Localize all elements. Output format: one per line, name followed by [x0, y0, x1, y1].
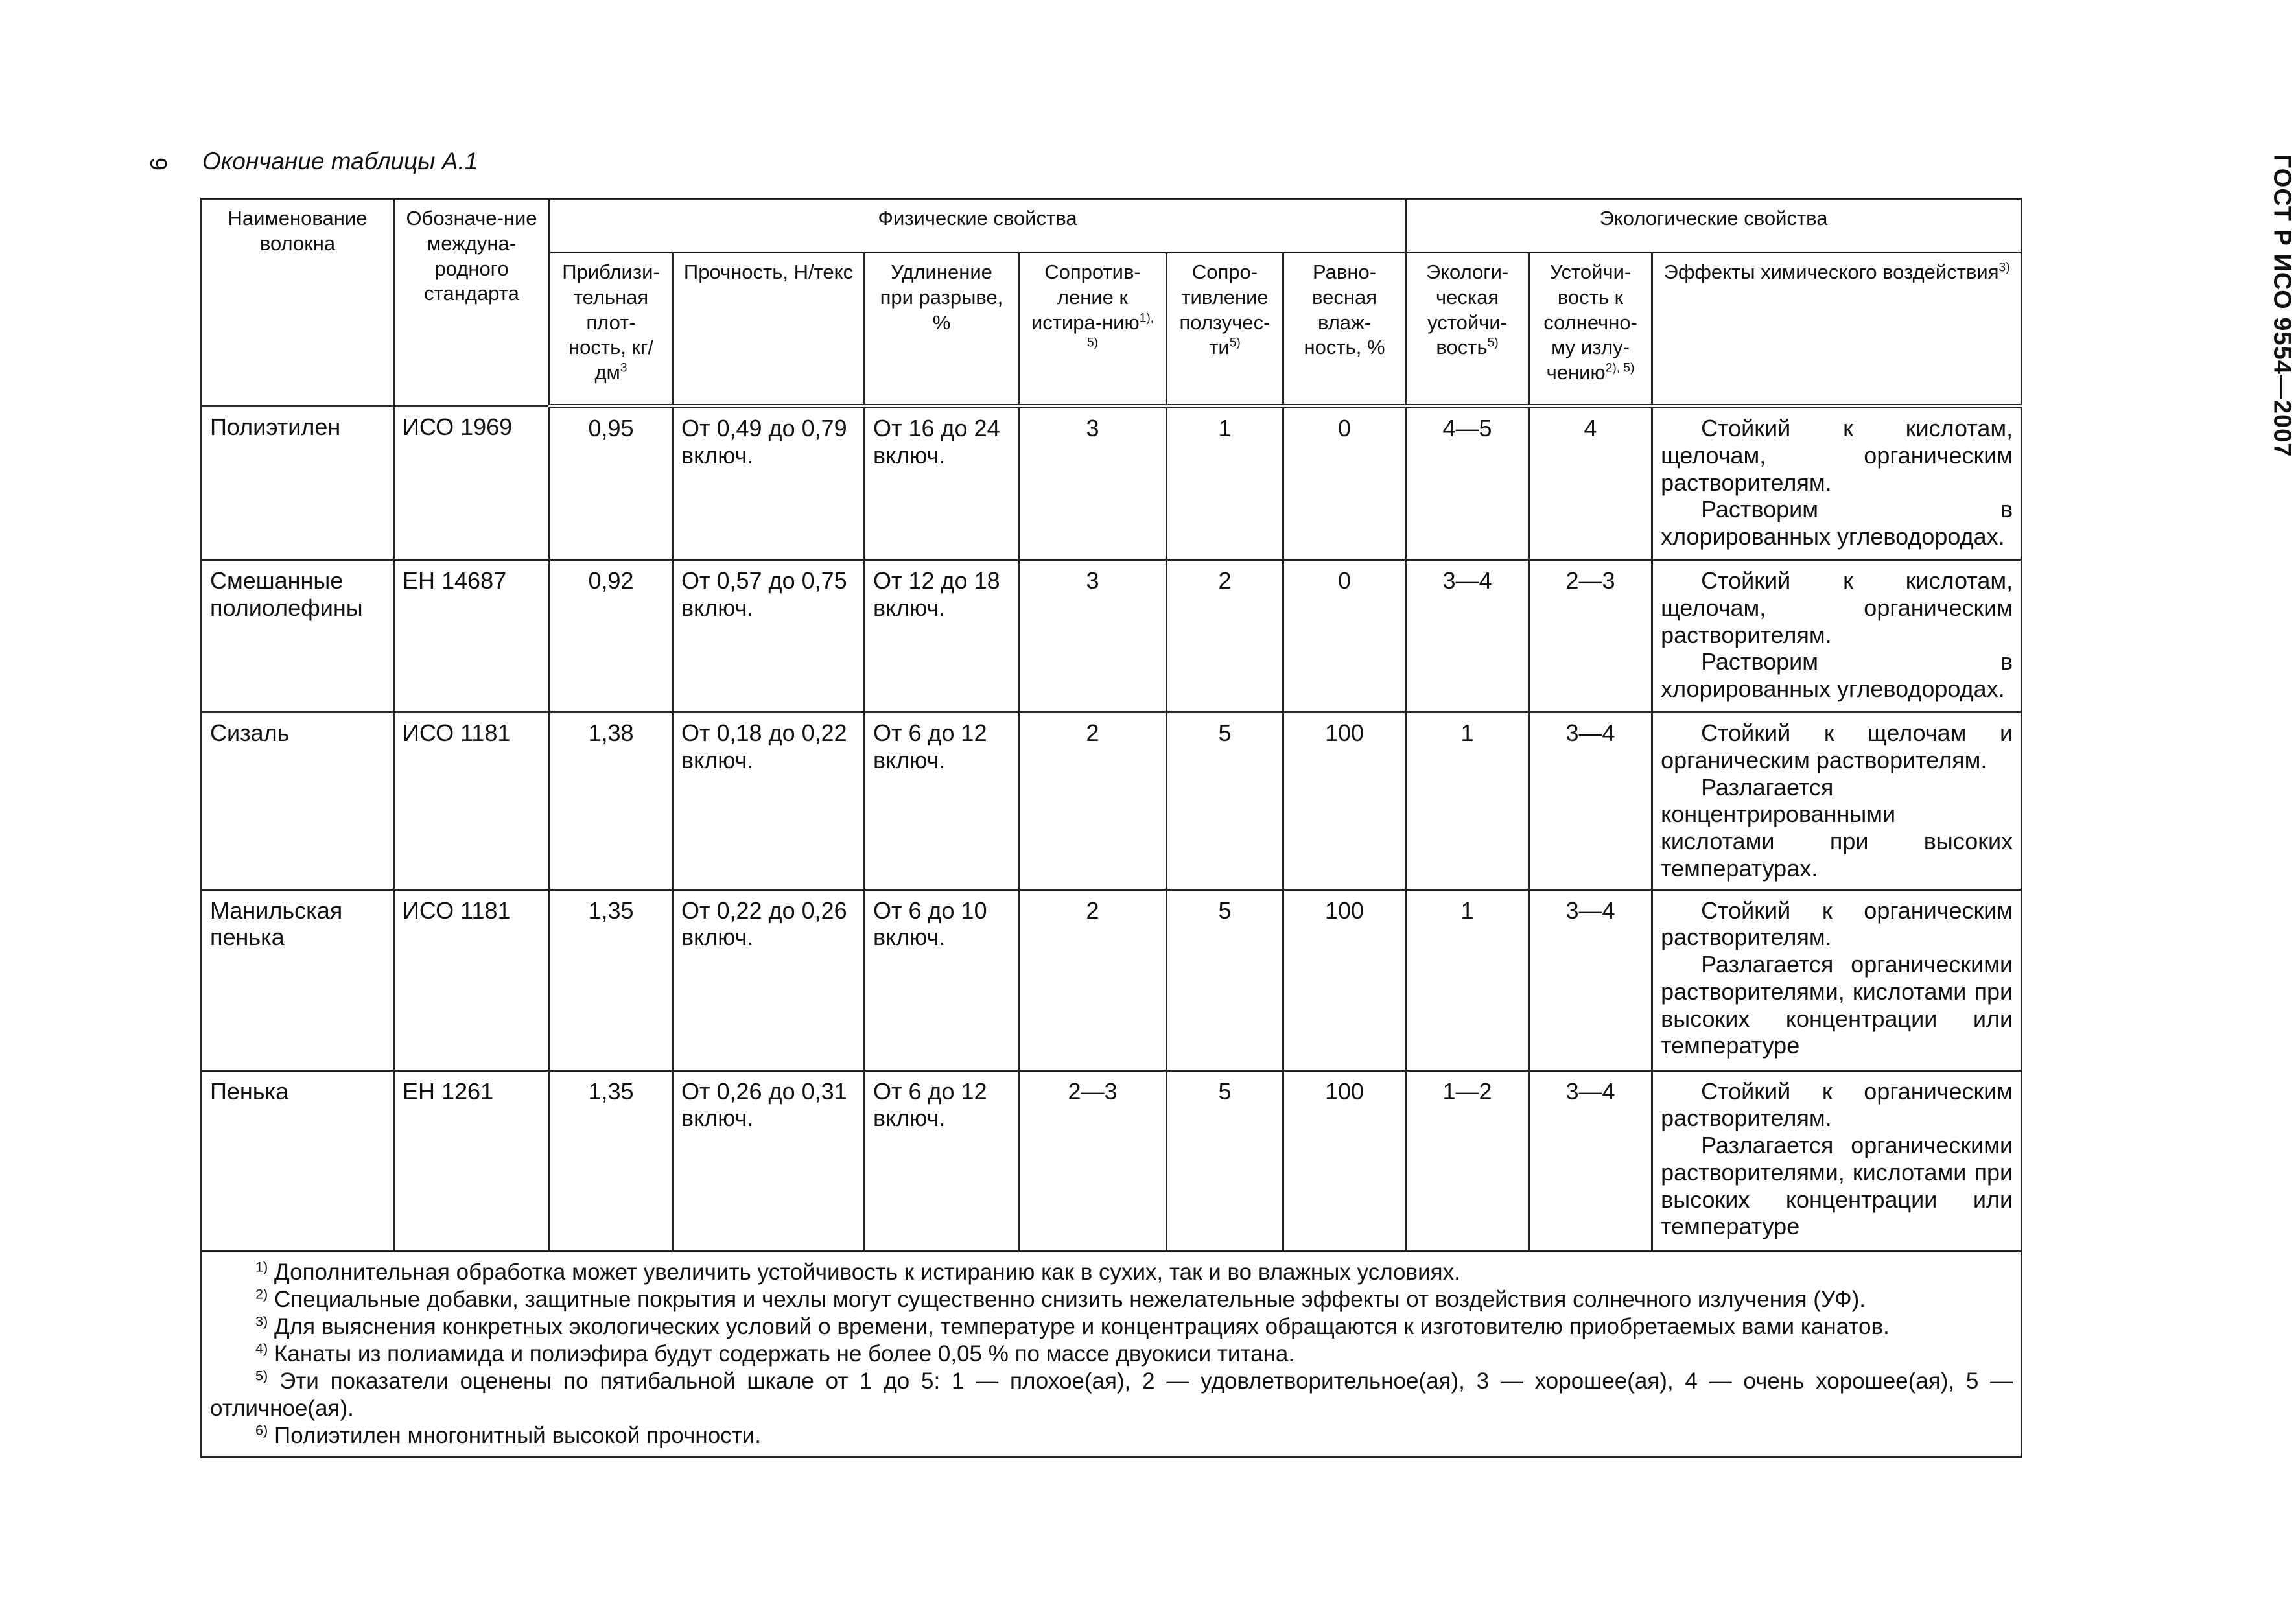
footnotes-row: [202, 1251, 2022, 1457]
cell-uv: 2—3: [1529, 560, 1652, 712]
cell-elongation: От 6 до 12 включ.: [865, 1070, 1019, 1251]
cell-moisture: 100: [1283, 1070, 1406, 1251]
cell-abrasion: 3: [1019, 406, 1167, 560]
cell-name: Полиэтилен: [202, 406, 394, 560]
cell-chemical-effects: Стойкий к органическим растворителям. Разлагается органическими растворителями, кислотами при высоких концентрации или температуре: [1652, 889, 2022, 1070]
cell-density: 1,35: [550, 889, 673, 1070]
footnote: $^{6)}$ Полиэтилен многонитный высокой прочности.: [255, 1421, 761, 1448]
cell-eco: 1: [1406, 889, 1529, 1070]
cell-eco: 4—5: [1406, 406, 1529, 560]
cell-uv: 4: [1529, 406, 1652, 560]
cell-creep: 1: [1167, 406, 1283, 560]
cell-abrasion: 2: [1019, 712, 1167, 890]
cell-name: Сизаль: [202, 712, 394, 890]
cell-chemical-effects: Стойкий к щелочам и органическим растворителям. Разлагается концентрированными кислотами при высоких температурах.: [1652, 712, 2022, 890]
cell-standard: ИСО 1181: [394, 712, 550, 890]
header-elongation: Удлинение при разрыве, %: [865, 253, 1019, 406]
table-row: [202, 406, 2022, 560]
header-density: Приблизи-тельная плот-ность, $кг/дм^3$: [550, 253, 673, 406]
cell-chemical-effects: Стойкий к кислотам, щелочам, органическим растворителям. Растворим в хлорированных углеводородах.: [1652, 406, 2022, 560]
cell-moisture: 0: [1283, 406, 1406, 560]
footnote: $^{1)}$ Дополнительная обработка может увеличить устойчивость к истиранию как в сухих, так и во влажных условиях.: [255, 1258, 1460, 1285]
header-standard: Обозначе-ние междуна-родного стандарта: [394, 199, 550, 406]
cell-density: 1,38: [550, 712, 673, 890]
header-uv-resistance: Устойчи-вость к солнечно-му излу-чению$^{2), 5)}$: [1529, 253, 1652, 406]
header-creep: Сопро-тивление ползучес-$ти^{5)}$: [1167, 253, 1283, 406]
cell-name: Смешанные полиолефины: [202, 560, 394, 712]
cell-strength: От 0,18 до 0,22 включ.: [673, 712, 865, 890]
footnote: $^{2)}$ Специальные добавки, защитные покрытия и чехлы могут существенно снизить нежелательные эффекты от воздействия солнечного излучения (УФ).: [255, 1285, 1866, 1312]
footnote: $^{4)}$ Канаты из полиамида и полиэфира будут содержать не более 0,05 % по массе двуокиси титана.: [255, 1339, 1295, 1367]
cell-eco: 1: [1406, 712, 1529, 890]
cell-creep: 5: [1167, 889, 1283, 1070]
cell-standard: ЕН 14687: [394, 560, 550, 712]
footnotes: [202, 1251, 2022, 1457]
header-strength: Прочность, Н/текс: [673, 253, 865, 406]
cell-strength: От 0,26 до 0,31 включ.: [673, 1070, 865, 1251]
cell-name: Манильская пенька: [202, 889, 394, 1070]
cell-abrasion: 2—3: [1019, 1070, 1167, 1251]
footnote: $^{5)}$ Эти показатели оценены по пятибальной шкале от 1 до 5: 1 — плохое(ая), 2 — удовлетворительное(ая), 3 — хорошее(ая), 4 — очень хорошее(ая), 5 — отличное(ая).: [210, 1367, 2013, 1421]
cell-elongation: От 16 до 24 включ.: [865, 406, 1019, 560]
table-row: [202, 1070, 2022, 1251]
cell-strength: От 0,49 до 0,79 включ.: [673, 406, 865, 560]
cell-uv: 3—4: [1529, 889, 1652, 1070]
cell-uv: 3—4: [1529, 712, 1652, 890]
table-row: [202, 712, 2022, 890]
header-abrasion: Сопротив-ление к истира-нию$^{1), 5)}$: [1019, 253, 1167, 406]
header-fiber-name: Наименование волокна: [202, 199, 394, 406]
cell-creep: 2: [1167, 560, 1283, 712]
cell-chemical-effects: Стойкий к кислотам, щелочам, органическим растворителям. Растворим в хлорированных углеводородах.: [1652, 560, 2022, 712]
cell-moisture: 100: [1283, 889, 1406, 1070]
cell-creep: 5: [1167, 1070, 1283, 1251]
cell-standard: ИСО 1181: [394, 889, 550, 1070]
cell-density: 1,35: [550, 1070, 673, 1251]
cell-name: Пенька: [202, 1070, 394, 1251]
cell-elongation: От 12 до 18 включ.: [865, 560, 1019, 712]
cell-eco: 1—2: [1406, 1070, 1529, 1251]
cell-strength: От 0,22 до 0,26 включ.: [673, 889, 865, 1070]
cell-abrasion: 3: [1019, 560, 1167, 712]
cell-density: 0,92: [550, 560, 673, 712]
cell-standard: ЕН 1261: [394, 1070, 550, 1251]
footnote: $^{3)}$ Для выяснения конкретных экологических условий о времени, температуре и концентрациях обращаются к изготовителю приобретаемых вами канатов.: [255, 1312, 1890, 1339]
cell-abrasion: 2: [1019, 889, 1167, 1070]
table-row: [202, 889, 2022, 1070]
table-row: [202, 560, 2022, 712]
cell-chemical-effects: Стойкий к органическим растворителям. Разлагается органическими растворителями, кислотами при высоких концентрации или температуре: [1652, 1070, 2022, 1251]
cell-density: 0,95: [550, 406, 673, 560]
header-eco-stability: Экологи-ческая устойчи-вость$^{5)}$: [1406, 253, 1529, 406]
header-moisture: Равно-весная влаж-ность, %: [1283, 253, 1406, 406]
document-title: ГОСТ Р ИСО 9554—2007: [2268, 154, 2296, 458]
cell-elongation: От 6 до 12 включ.: [865, 712, 1019, 890]
properties-table: [200, 198, 2022, 1458]
header-ecological-group: Экологические свойства: [1406, 199, 2022, 253]
table-caption: Окончание таблицы А.1: [202, 148, 478, 174]
header-chemical-effects: Эффекты химического воздействия$^{3)}$: [1652, 253, 2022, 406]
header-physical-group: Физические свойства: [550, 199, 1406, 253]
cell-uv: 3—4: [1529, 1070, 1652, 1251]
cell-standard: ИСО 1969: [394, 406, 550, 560]
cell-creep: 5: [1167, 712, 1283, 890]
cell-elongation: От 6 до 10 включ.: [865, 889, 1019, 1070]
cell-eco: 3—4: [1406, 560, 1529, 712]
cell-moisture: 0: [1283, 560, 1406, 712]
page-number: 9: [145, 157, 172, 171]
cell-moisture: 100: [1283, 712, 1406, 890]
cell-strength: От 0,57 до 0,75 включ.: [673, 560, 865, 712]
